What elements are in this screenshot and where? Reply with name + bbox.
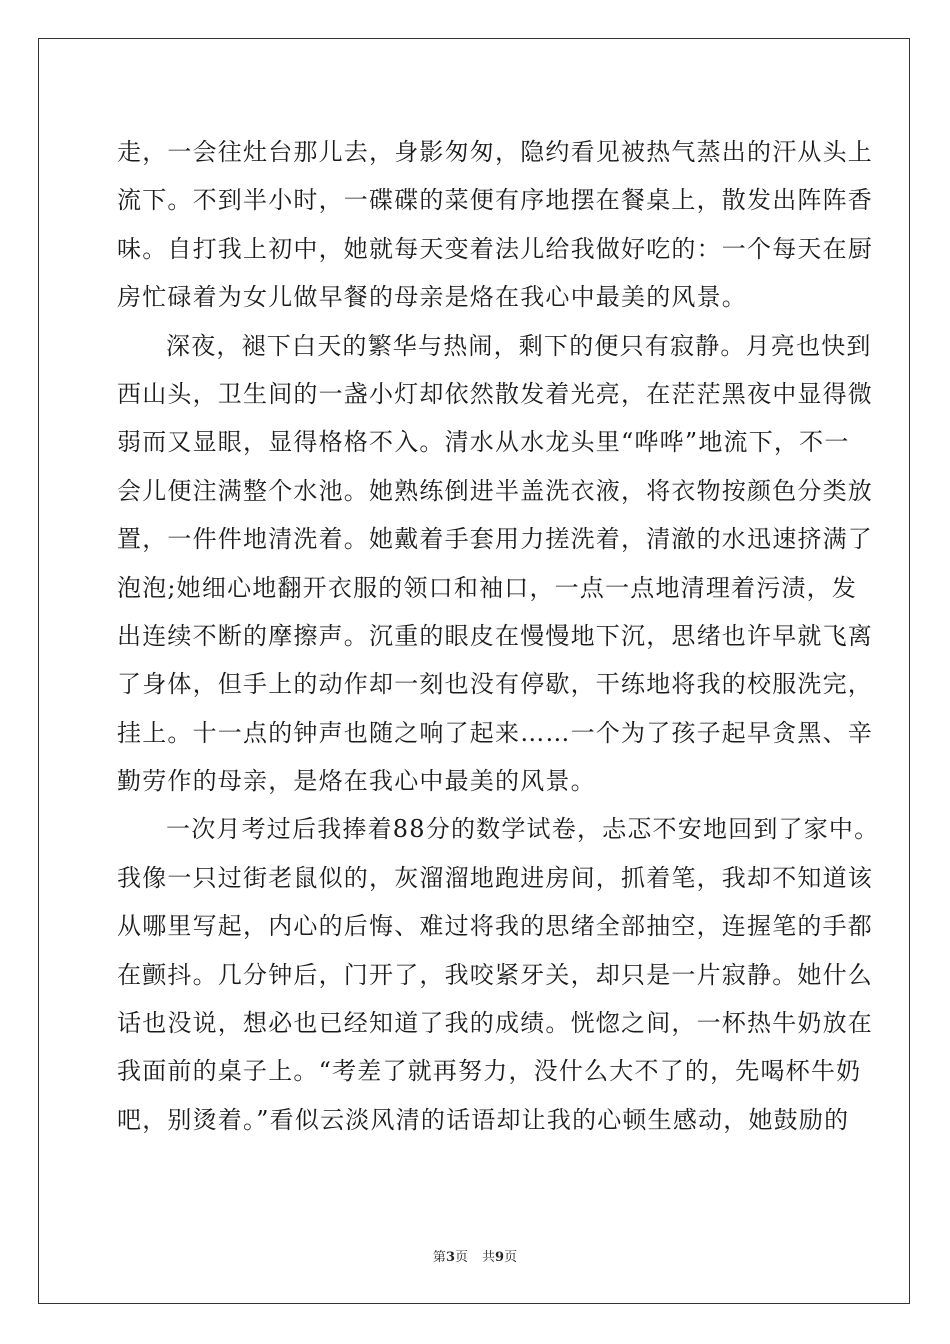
body-line: 流下。不到半小时，一碟碟的菜便有序地摆在餐桌上，散发出阵阵香 bbox=[117, 186, 873, 215]
body-line: 弱而又显眼，显得格格不入。清水从水龙头里“哗哗”地流下，不一 bbox=[117, 428, 850, 457]
body-line: 我像一只过街老鼠似的，灰溜溜地跑进房间，抓着笔，我却不知道该 bbox=[117, 863, 873, 892]
paragraph-start-line: 一次月考过后我捧着88分的数学试卷，忐忑不安地回到了家中。 bbox=[166, 815, 880, 844]
document-body bbox=[117, 128, 880, 1144]
body-line: 泡泡;她细心地翻开衣服的领口和袖口，一点一点地清理着污渍，发 bbox=[117, 573, 858, 602]
paragraph-start-line: 深夜，褪下白天的繁华与热闹，剩下的便只有寂静。月亮也快到 bbox=[166, 331, 872, 360]
page-footer bbox=[0, 1246, 950, 1265]
body-line: 走，一会往灶台那儿去，身影匆匆，隐约看见被热气蒸出的汗从头上 bbox=[117, 138, 873, 166]
body-line: 话也没说，想必也已经知道了我的成绩。恍惚之间，一杯热牛奶放在 bbox=[117, 1009, 873, 1038]
body-line: 会儿便注满整个水池。她熟练倒进半盖洗衣液，将衣物按颜色分类放 bbox=[117, 476, 873, 505]
body-line: 房忙碌着为女儿做早餐的母亲是烙在我心中最美的风景。 bbox=[117, 283, 747, 312]
body-line: 我面前的桌子上。“考差了就再努力，没什么大不了的，先喝杯牛奶 bbox=[117, 1057, 862, 1086]
body-line: 勤劳作的母亲，是烙在我心中最美的风景。 bbox=[117, 767, 596, 796]
body-line: 置，一件件地清洗着。她戴着手套用力搓洗着，清澈的水迅速挤满了 bbox=[117, 525, 873, 554]
page-total-label: 共9页 bbox=[482, 1250, 518, 1265]
body-line: 从哪里写起，内心的后悔、难过将我的思绪全部抽空，连握笔的手都 bbox=[117, 912, 873, 941]
body-line: 了身体，但手上的动作却一刻也没有停歇，干练地将我的校服洗完， bbox=[117, 670, 873, 699]
body-line: 吧，别烫着。”看似云淡风清的话语却让我的心顿生感动，她鼓励的 bbox=[117, 1105, 850, 1134]
body-line: 在颤抖。几分钟后，门开了，我咬紧牙关，却只是一片寂静。她什么 bbox=[117, 960, 873, 989]
body-line: 出连续不断的摩擦声。沉重的眼皮在慢慢地下沉，思绪也许早就飞离 bbox=[117, 621, 873, 650]
body-line: 挂上。十一点的钟声也随之响了起来……一个为了孩子起早贪黑、辛 bbox=[117, 718, 873, 747]
body-line: 西山头，卫生间的一盏小灯却依然散发着光亮，在茫茫黑夜中显得微 bbox=[117, 379, 873, 408]
body-line: 味。自打我上初中，她就每天变着法儿给我做好吃的：一个每天在厨 bbox=[117, 234, 873, 263]
page-number-label: 第3页 bbox=[432, 1250, 468, 1265]
